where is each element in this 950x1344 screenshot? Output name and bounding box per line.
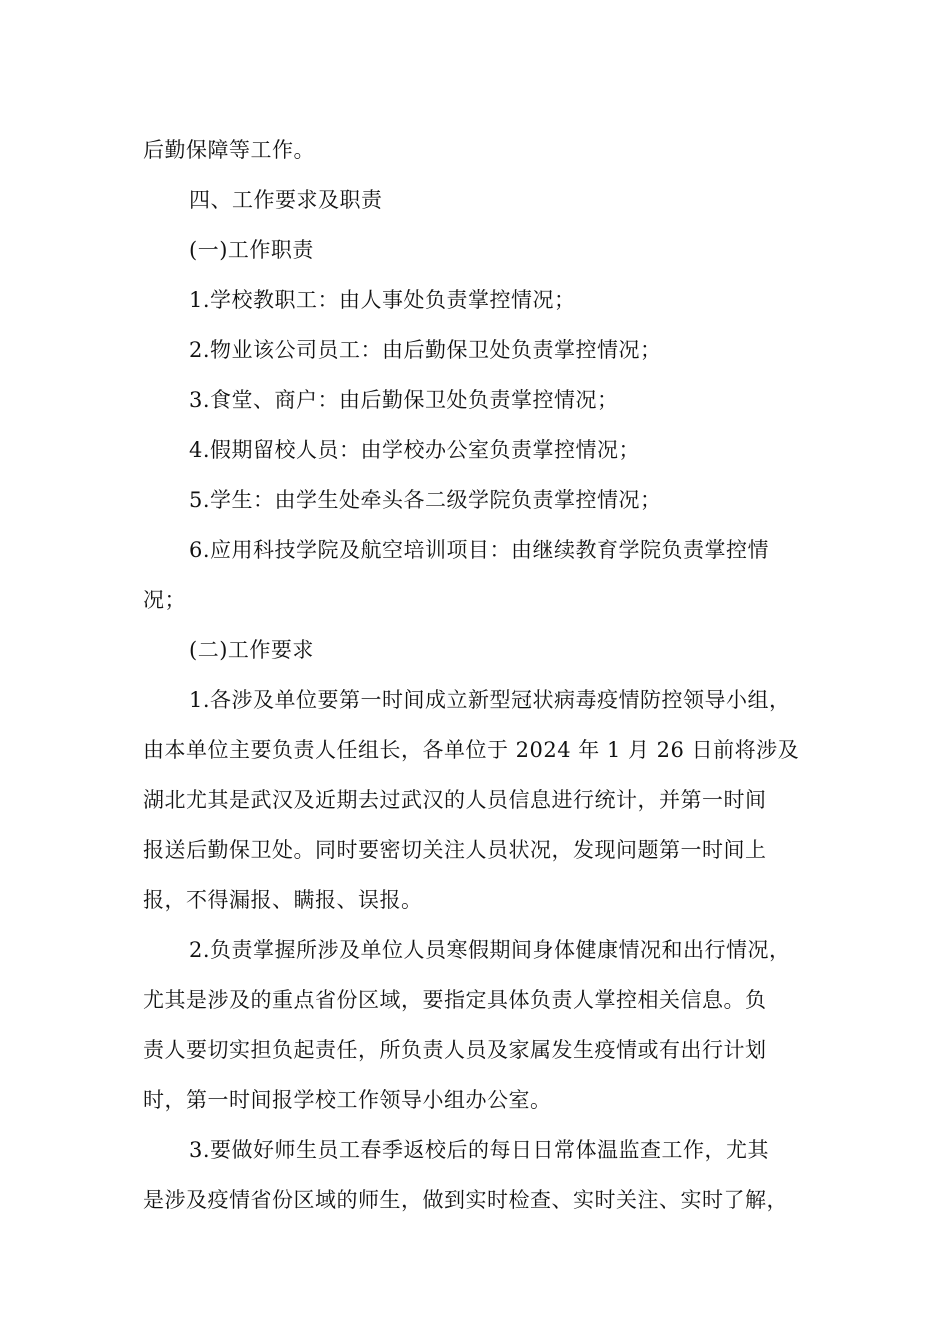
list-item: 5.学生：由学生处牵头各二级学院负责掌控情况； (189, 488, 662, 512)
list-item: 6.应用科技学院及航空培训项目：由继续教育学院负责掌控情 (189, 538, 770, 562)
list-item: 2.物业该公司员工：由后勤保卫处负责掌控情况； (189, 338, 662, 362)
document-page (143, 125, 813, 1225)
paragraph-line: 是涉及疫情省份区域的师生，做到实时检查、实时关注、实时了解， (143, 1188, 788, 1212)
subsection-heading: (二)工作要求 (189, 638, 314, 662)
list-item: 4.假期留校人员：由学校办公室负责掌控情况； (189, 438, 641, 462)
paragraph-line: 3.要做好师生员工春季返校后的每日日常体温监查工作，尤其 (189, 1138, 770, 1162)
section-heading: 四、工作要求及职责 (189, 188, 383, 212)
list-item: 1.学校教职工：由人事处负责掌控情况； (189, 288, 576, 312)
paragraph-line: 报，不得漏报、瞒报、误报。 (143, 888, 423, 912)
paragraph-line: 1.各涉及单位要第一时间成立新型冠状病毒疫情防控领导小组， (189, 688, 791, 712)
paragraph-line: 责人要切实担负起责任，所负责人员及家属发生疫情或有出行计划 (143, 1038, 767, 1062)
paragraph-line: 报送后勤保卫处。同时要密切关注人员状况，发现问题第一时间上 (143, 838, 767, 862)
list-item: 3.食堂、商户：由后勤保卫处负责掌控情况； (189, 388, 619, 412)
paragraph-line: 由本单位主要负责人任组长，各单位于 2024 年 1 月 26 日前将涉及 (143, 738, 800, 762)
text-line: 后勤保障等工作。 (143, 138, 315, 162)
paragraph-line: 湖北尤其是武汉及近期去过武汉的人员信息进行统计，并第一时间 (143, 788, 767, 812)
subsection-heading: (一)工作职责 (189, 238, 314, 262)
paragraph-line: 时，第一时间报学校工作领导小组办公室。 (143, 1088, 552, 1112)
paragraph-line: 2.负责掌握所涉及单位人员寒假期间身体健康情况和出行情况， (189, 938, 791, 962)
paragraph-line: 尤其是涉及的重点省份区域，要指定具体负责人掌控相关信息。负 (143, 988, 767, 1012)
text-line: 况； (143, 588, 186, 612)
